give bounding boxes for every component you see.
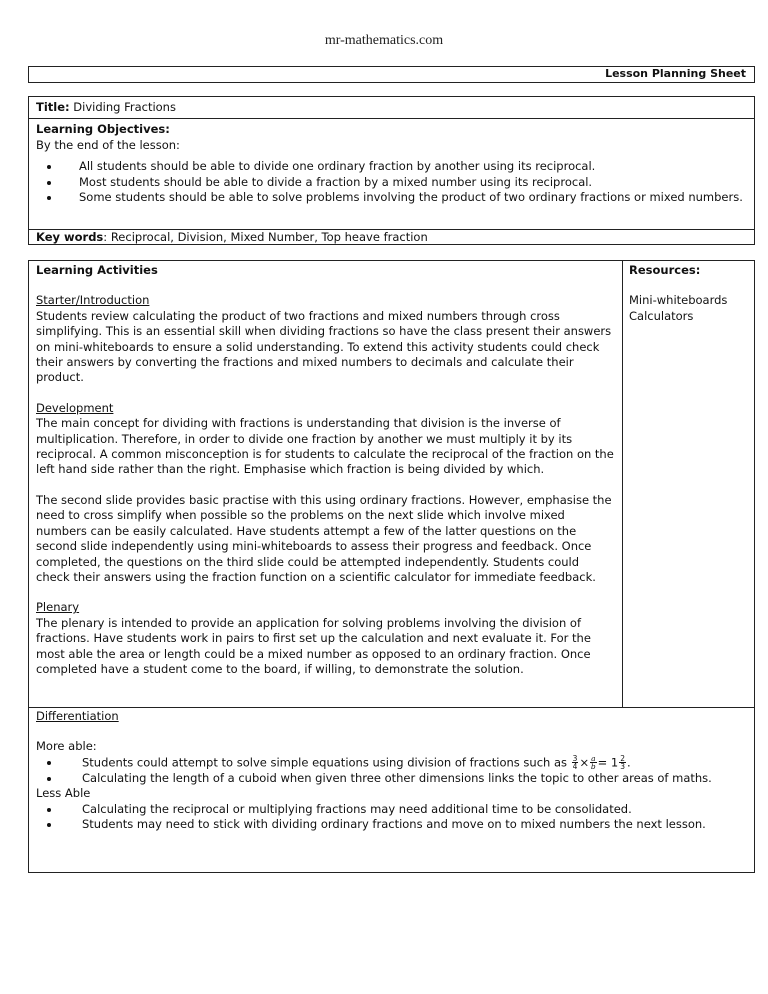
objectives-intro: By the end of the lesson: — [36, 137, 180, 152]
fraction-two-thirds — [619, 755, 626, 771]
fraction-three-quarters — [572, 755, 579, 771]
objectives-list — [36, 159, 754, 206]
resources-heading: Resources: — [629, 263, 701, 277]
resource-item: Calculators — [629, 308, 694, 323]
less-able-item: • Students may need to stick with dividing ordinary fractions and move on to mixed numbers the next lesson. — [61, 817, 747, 832]
objective-item: • All students should be able to divide one ordinary fraction by another using its reciprocal. — [61, 159, 754, 175]
fraction-numerator: a — [591, 753, 596, 763]
fraction-denominator: b — [590, 762, 596, 772]
keywords-label: Key words — [36, 230, 104, 244]
activities-heading: Learning Activities — [36, 263, 158, 277]
starter-heading: Starter/Introduction — [36, 293, 150, 308]
keywords-row — [29, 230, 754, 245]
title-value: Dividing Fractions — [69, 100, 176, 114]
fraction-denominator: 4 — [572, 762, 578, 772]
lesson-overview-box — [28, 96, 755, 245]
less-able-label: Less Able — [36, 786, 91, 801]
objectives-heading: Learning Objectives: — [36, 122, 170, 136]
less-able-list — [36, 802, 747, 833]
site-header: mr-mathematics.com — [324, 33, 444, 48]
development-text-2: The second slide provides basic practise with this using ordinary fractions. However, emphasise the need to cross simplify when possible so the problems on the next slide which involve mixed numbers can be easily calculated. Have students attempt a few of the latter questions on the second slide independently using mini-whiteboards to assess their progress and feedback. Once completed, the questions on the third slide could be attempted independently. Students could check their answers using the fraction function on a scientific calculator for immediate feedback. — [36, 492, 612, 584]
activities-box — [28, 260, 755, 708]
differentiation-box — [28, 707, 755, 873]
times-sign: × — [579, 755, 590, 770]
more-able-item: • Calculating the length of a cuboid when given three other dimensions links the topic to other areas of maths. — [61, 771, 747, 786]
resources-column — [623, 261, 754, 707]
fraction-numerator: 3 — [572, 753, 578, 763]
sheet-header-box — [28, 66, 755, 83]
less-able-item: • Calculating the reciprocal or multiplying fractions may need additional time to be consolidated. — [61, 802, 747, 817]
more-able-list — [36, 755, 747, 786]
objective-item: • Some students should be able to solve problems involving the product of two ordinary fractions or mixed numbers. — [61, 190, 754, 206]
fraction-denominator: 3 — [620, 762, 625, 772]
differentiation-heading: Differentiation — [36, 709, 119, 723]
more-able-label: More able: — [36, 739, 97, 754]
development-text-1: The main concept for dividing with fractions is understanding that division is the inverse of multiplication. Therefore, in order to divide one fraction by another we must multiply it by its reciprocal. A common misconception is for students to calculate the reciprocal of the fraction on the left hand side rather than the right. Emphasise which fraction is being divided by which. — [36, 416, 614, 477]
equals-sign: = 1 — [597, 755, 619, 770]
fraction-numerator: 2 — [620, 753, 625, 763]
more-able-item — [61, 755, 747, 771]
title-row — [29, 97, 754, 119]
fraction-a-over-b — [590, 755, 596, 771]
objective-item: • Most students should be able to divide a fraction by a mixed number using its reciprocal. — [61, 175, 754, 191]
objectives-row — [29, 119, 754, 230]
learning-activities-column — [29, 261, 623, 707]
plenary-heading: Plenary — [36, 600, 80, 615]
equation-end: . — [626, 755, 631, 770]
starter-text: Students review calculating the product of two fractions and mixed numbers through cross simplifying. This is an essential skill when dividing fractions so have the class present their answers on mini-whiteboards to ensure a solid understanding. To extend this activity students could check their answers by converting the fractions and mixed numbers to decimals and calculate their product. — [36, 308, 612, 385]
resource-item: Mini-whiteboards — [629, 293, 728, 308]
keywords-value: : Reciprocal, Division, Mixed Number, Top heave fraction — [103, 230, 428, 244]
sheet-title: Lesson Planning Sheet — [605, 67, 746, 80]
title-label: Title: — [36, 100, 70, 114]
plenary-text: The plenary is intended to provide an application for solving problems involving the division of fractions. Have students work in pairs to first set up the calculation and next evaluate it. For the most able the area or length could be a mixed number as opposed to an ordinary fraction. Once completed have a student come to the board, if willing, to demonstrate the solution. — [36, 615, 591, 676]
development-heading: Development — [36, 400, 114, 415]
more-able-item-text: Students could attempt to solve simple equations using division of fractions such as — [82, 755, 571, 770]
